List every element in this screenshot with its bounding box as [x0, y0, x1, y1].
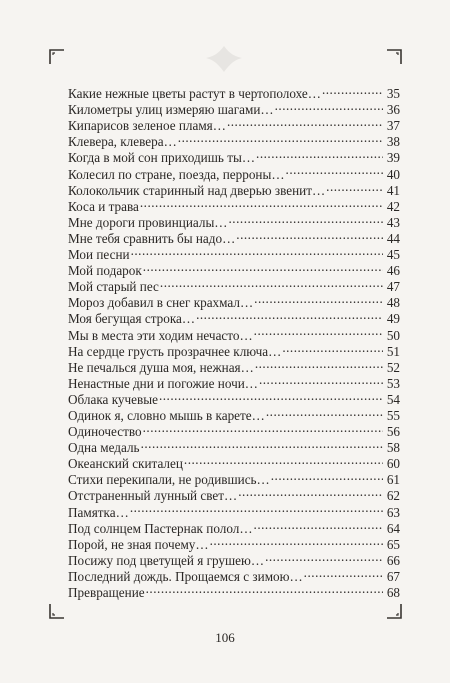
- toc-entry-page: 37: [386, 118, 400, 134]
- toc-dot-leader: [254, 291, 383, 307]
- toc-entry-page: 35: [386, 86, 400, 102]
- toc-entry-page: 39: [386, 150, 400, 166]
- toc-entry-page: 63: [386, 504, 400, 520]
- toc-dot-leader: [275, 98, 383, 114]
- toc-dot-leader: [141, 436, 383, 452]
- toc-dot-leader: [236, 227, 383, 243]
- toc-entry-title: Одинок я, словно мышь в карете…: [68, 407, 265, 423]
- floral-watermark-icon: [200, 44, 248, 74]
- corner-ornament-icon: [49, 603, 65, 619]
- toc-dot-leader: [259, 372, 383, 388]
- toc-dot-leader: [131, 243, 383, 259]
- toc-entry-title: Мне дороги провинциалы…: [68, 214, 228, 230]
- toc-dot-leader: [254, 517, 383, 533]
- toc-dot-leader: [130, 500, 383, 516]
- toc-dot-leader: [266, 404, 383, 420]
- toc-dot-leader: [143, 259, 383, 275]
- toc-dot-leader: [265, 549, 383, 565]
- toc-entry-title: Ненастные дни и погожие ночи…: [68, 375, 258, 391]
- toc-entry-page: 43: [386, 214, 400, 230]
- toc-entry-title: Мы в места эти ходим нечасто…: [68, 327, 253, 343]
- toc-entry: [68, 82, 400, 102]
- toc-dot-leader: [304, 565, 383, 581]
- toc-dot-leader: [271, 468, 383, 484]
- corner-ornament-icon: [49, 49, 65, 65]
- toc-dot-leader: [322, 82, 383, 98]
- toc-entry-page: 50: [386, 327, 400, 343]
- toc-entry-title: Мои песни: [68, 247, 130, 263]
- toc-dot-leader: [229, 211, 384, 227]
- toc-entry-title: Моя бегущая строка…: [68, 311, 196, 327]
- toc-dot-leader: [178, 130, 383, 146]
- toc-entry-page: 60: [386, 456, 400, 472]
- toc-entry-page: 36: [386, 102, 400, 118]
- toc-entry-title: Километры улиц измеряю шагами…: [68, 102, 274, 118]
- toc-entry-title: Мороз добавил в снег крахмал…: [68, 295, 254, 311]
- corner-ornament-icon: [386, 603, 402, 619]
- toc-entry-title: Мой старый пес: [68, 279, 159, 295]
- toc-entry-title: Стихи перекипали, не родившись…: [68, 472, 270, 488]
- table-of-contents: [68, 82, 400, 600]
- toc-entry-page: 66: [386, 552, 400, 568]
- toc-entry-title: Коса и трава: [68, 198, 139, 214]
- toc-entry-title: Океанский скиталец: [68, 456, 183, 472]
- toc-entry-page: 48: [386, 295, 400, 311]
- toc-entry-title: Кипарисов зеленое пламя…: [68, 118, 226, 134]
- toc-dot-leader: [326, 179, 383, 195]
- toc-dot-leader: [159, 388, 383, 404]
- toc-entry-title: Последний дождь. Прощаемся с зимою…: [68, 568, 303, 584]
- toc-entry-page: 64: [386, 520, 400, 536]
- toc-entry-page: 44: [386, 230, 400, 246]
- toc-entry-page: 46: [386, 263, 400, 279]
- toc-dot-leader: [286, 162, 383, 178]
- toc-entry-title: Не печалься душа моя, нежная…: [68, 359, 254, 375]
- toc-entry-title: Облака кучевые: [68, 391, 158, 407]
- toc-entry-page: 58: [386, 440, 400, 456]
- toc-dot-leader: [238, 484, 383, 500]
- toc-dot-leader: [143, 420, 383, 436]
- toc-dot-leader: [146, 581, 383, 597]
- toc-entry-page: 68: [386, 585, 400, 600]
- toc-entry-page: 61: [386, 472, 400, 488]
- toc-dot-leader: [255, 356, 383, 372]
- toc-entry-page: 67: [386, 568, 400, 584]
- toc-dot-leader: [160, 275, 383, 291]
- toc-entry-title: Порой, не зная почему…: [68, 536, 209, 552]
- toc-entry-title: Когда в мой сон приходишь ты…: [68, 150, 256, 166]
- toc-entry-title: Мой подарок: [68, 263, 142, 279]
- toc-entry-page: 38: [386, 134, 400, 150]
- toc-dot-leader: [184, 452, 383, 468]
- toc-entry-page: 55: [386, 407, 400, 423]
- toc-entry-page: 40: [386, 166, 400, 182]
- toc-entry-page: 62: [386, 488, 400, 504]
- corner-ornament-icon: [386, 49, 402, 65]
- toc-entry-title: Памятка…: [68, 504, 129, 520]
- toc-entry-title: Одна медаль: [68, 440, 140, 456]
- toc-entry-page: 53: [386, 375, 400, 391]
- toc-entry-page: 54: [386, 391, 400, 407]
- toc-entry-page: 42: [386, 198, 400, 214]
- toc-entry-title: Посижу под цветущей я грушею…: [68, 552, 265, 568]
- toc-entry-page: 51: [386, 343, 400, 359]
- toc-dot-leader: [140, 195, 383, 211]
- toc-entry-page: 45: [386, 247, 400, 263]
- toc-dot-leader: [227, 114, 383, 130]
- toc-entry-page: 41: [386, 182, 400, 198]
- toc-dot-leader: [254, 323, 383, 339]
- toc-entry-page: 49: [386, 311, 400, 327]
- toc-entry-title: На сердце грусть прозрачнее ключа…: [68, 343, 282, 359]
- toc-entry-title: Одиночество: [68, 424, 142, 440]
- toc-entry-page: 65: [386, 536, 400, 552]
- toc-entry-title: Мне тебя сравнить бы надо…: [68, 230, 236, 246]
- toc-entry-title: Отстраненный лунный свет…: [68, 488, 238, 504]
- toc-entry-page: 52: [386, 359, 400, 375]
- toc-entry-title: Клевера, клевера…: [68, 134, 177, 150]
- toc-dot-leader: [282, 340, 383, 356]
- toc-dot-leader: [196, 307, 383, 323]
- toc-dot-leader: [256, 146, 383, 162]
- toc-entry-title: Колокольчик старинный над дверью звенит…: [68, 182, 326, 198]
- toc-entry-page: 47: [386, 279, 400, 295]
- toc-entry-page: 56: [386, 424, 400, 440]
- toc-entry-title: Какие нежные цветы растут в чертополохе…: [68, 86, 321, 102]
- toc-entry-title: Превращение: [68, 585, 145, 600]
- toc-dot-leader: [210, 533, 383, 549]
- toc-entry-title: Под солнцем Пастернак полол…: [68, 520, 253, 536]
- page-number: 106: [215, 630, 235, 645]
- toc-entry-title: Колесил по стране, поезда, перроны…: [68, 166, 285, 182]
